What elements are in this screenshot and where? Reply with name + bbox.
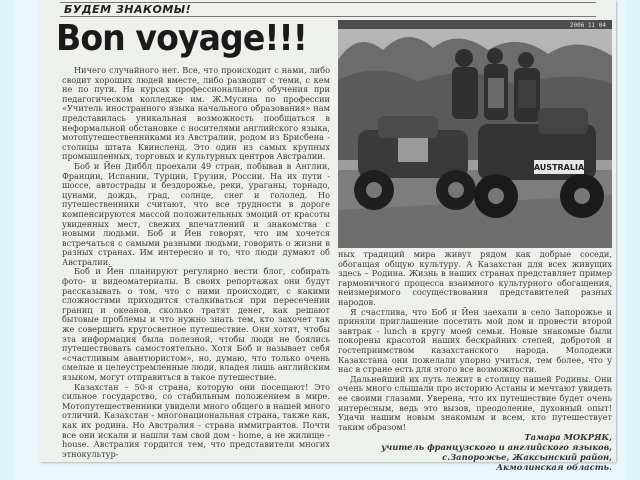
rubric-bar xyxy=(60,2,596,17)
author-region: Акмолинская область. xyxy=(496,462,612,473)
left-column xyxy=(62,66,330,458)
author-name: Тамара МОКРЯК, xyxy=(524,432,612,443)
rubric-title: БУДЕМ ЗНАКОМЫ! xyxy=(64,3,192,16)
license-plate-text: AUSTRALIA xyxy=(533,163,585,172)
author-role: учитель французского и английского языков, xyxy=(381,442,612,453)
travelers-photo xyxy=(338,20,612,248)
paragraph: Дальнейший их путь лежит в столицу нашей Родины. Они очень много слышали про историю Астаны и мечтают увидеть ее своими глазами. Уверена, что их путешествие будет очень интересным, ведь это вызов, преодоление, духовный опыт! Удачи нашим новым знакомым и всем, кто путешествует таким образом! xyxy=(338,373,612,432)
article-headline: Bon voyage!!! xyxy=(56,18,307,59)
paragraph: Я счастлива, что Боб и Йен заехали в село Запорожье и приняли приглашение посетить мой дом и провести второй завтрак - lunch в кругу моей семьи. Новые знакомые были покорены красотой наших бескрайних степей, добротой и гостеприимством казахстанского народа. Молодежи Казахстана они пожелали упорно учиться, тем более, что у нас в стране есть для этого все возможности. xyxy=(338,306,612,375)
newspaper-clipping xyxy=(40,0,616,473)
photo-date-stamp: 2006 11 04 xyxy=(569,22,606,29)
paragraph: Боб и Йен Диббл проехали 49 стран, побывав в Англии, Франции, Испании, Турции, Грузии, России. На их пути - шоссе, автострады и бездорожье, реки, ураганы, торнадо, цунами, дождь, град, солнце, снег и гололед. Но путешественники считают, что все трудности в дороге компенсируются массой положительных эмоций от красоты увиденных мест, свежих впечатлений и знакомства с новыми людьми. Боб и Йен говорят, что им хочется встречаться с самыми разными людьми, говорить о жизни в разных странах. Им интересно и то, что люди думают об Австралии. xyxy=(62,160,330,267)
paragraph: ных традиций мира живут рядом как добрые соседи, обогащая общую культуру. А Казахстан для всех живущих здесь – Родина. Жизнь в наших странах представляет пример гармоничного процесса взаимного культурного обогащения, неизмеримого сосуществования представителей разных народов. xyxy=(338,249,612,307)
right-column xyxy=(338,249,612,473)
paragraph: Ничего случайного нет. Все, что происходит с нами, либо сводит хороших людей вместе, либо разводит с теми, с кем не по пути. На курсах профессионального обучения при педагогическом колледже им. Ж.Мусина по профессии «Учитель иностранного языка начального образования» нам представилась уникальная возможность пообщаться в неформальной обстановке с носителями английского языка, мотопутешественниками из Австралии, родом из Брисбена - столицы штата Квинсленд. Это один из самых крупных промышленных, торговых и культурных центров Австралии. xyxy=(62,65,330,162)
paragraph: Боб и Йен планируют регулярно вести блог, собирать фото- и видеоматериалы. В своих репортажах они будут рассказывать о том, что с ними происходит, с какими сложностями приходится сталкиваться при пересечении границ и океанов, сколько тратят денег, как решают бытовые проблемы и что нужно знать тем, кто захочет так же совершить кругосветное путешествие. Они хотят, чтобы эта информация была полезной, чтобы люди не боялись путешествовать самостоятельно. Хотя Боб и называет себя «счастливым авантюристом», но, думаю, что только очень смелые и целеустремленные люди, владея лишь английским языком, могут отправиться в такое путешествие. xyxy=(62,266,330,382)
article-photo xyxy=(338,20,612,248)
author-place: с.Запорожье, Жаксынский район, xyxy=(442,452,612,463)
paragraph: Казахстан – 50-я страна, которую они посещают! Это сильное государство, со стабильным положением в мире. Мотопутешественники увидели много общего в нашей много отличий. Казахстан - многонациональная страна, также как, как их родина. Но Австралия - страна иммигрантов. Почти все они искали и нашли там свой дом - home, а не жилище - house. Австралия гордится тем, что представители многих этнокультур- xyxy=(62,381,330,459)
